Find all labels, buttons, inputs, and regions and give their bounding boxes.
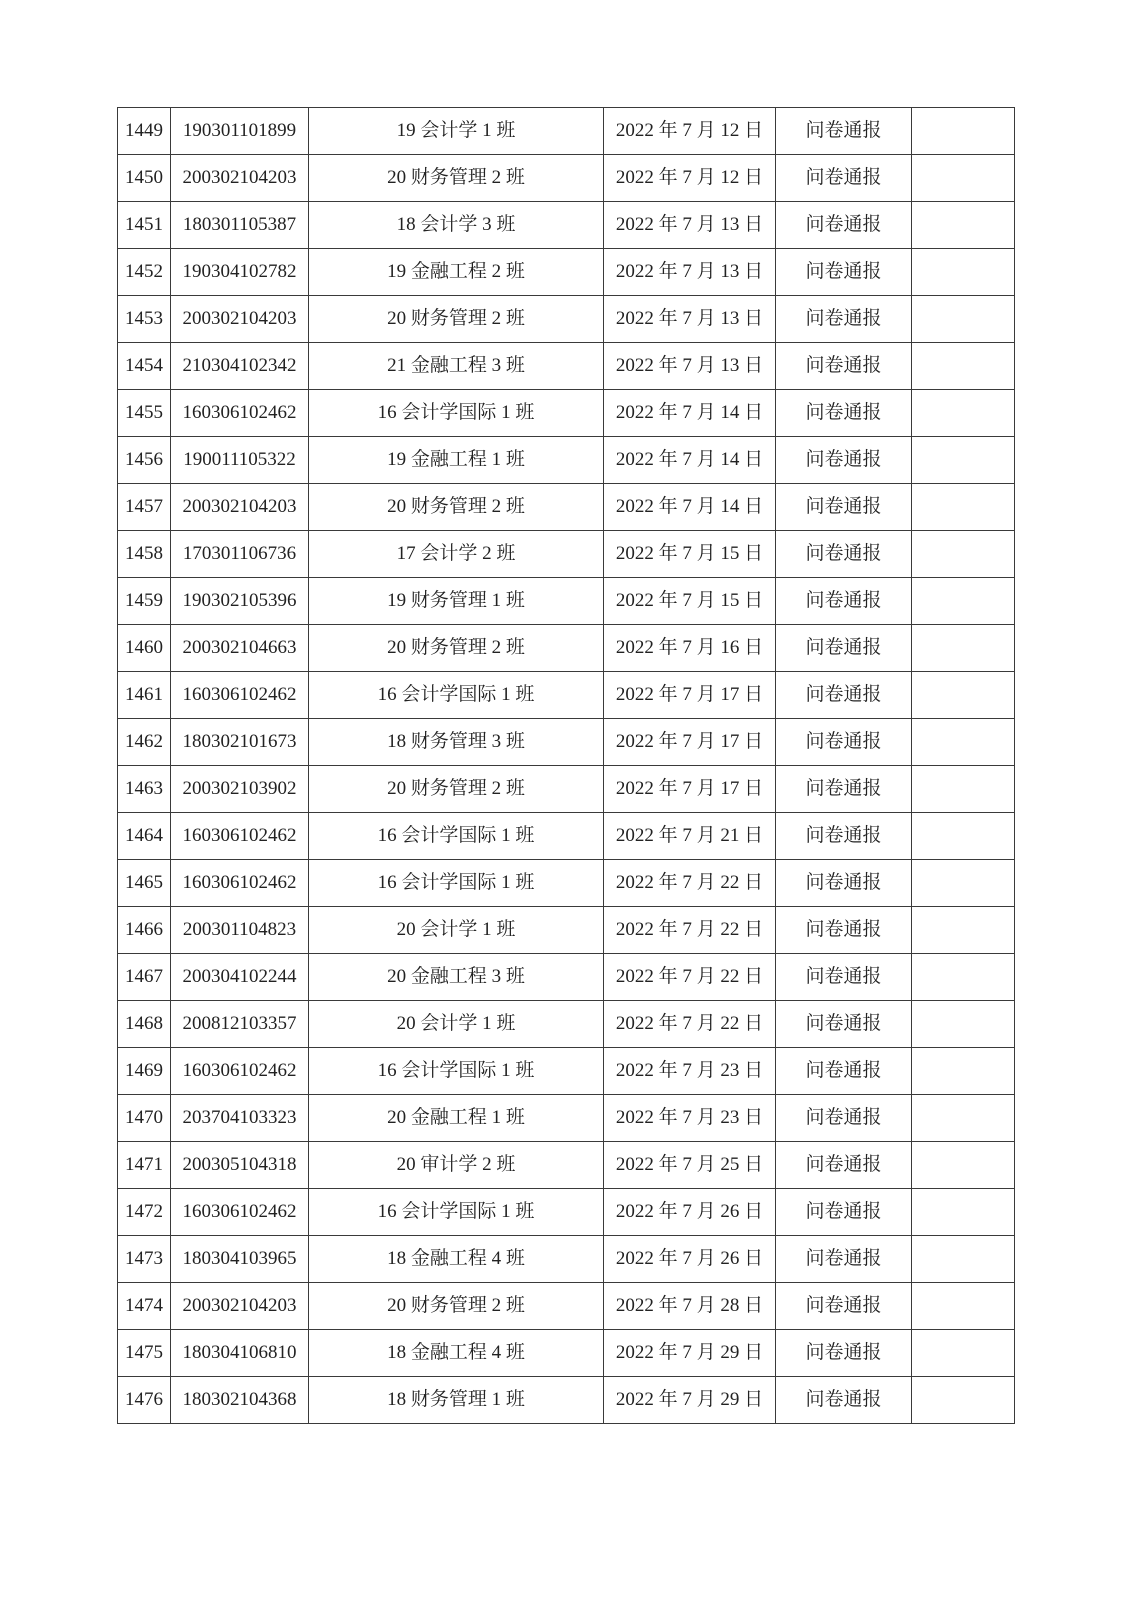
cell-student-id: 200302104663 <box>171 625 309 672</box>
cell-class-name: 20 金融工程 3 班 <box>309 954 604 1001</box>
cell-report-type: 问卷通报 <box>776 719 912 766</box>
cell-student-id: 200301104823 <box>171 907 309 954</box>
cell-student-id: 180301105387 <box>171 202 309 249</box>
table-row <box>118 1095 1015 1142</box>
cell-date: 2022 年 7 月 17 日 <box>604 672 776 719</box>
cell-note <box>912 1001 1015 1048</box>
cell-student-id: 180302101673 <box>171 719 309 766</box>
cell-row-number: 1454 <box>118 343 171 390</box>
cell-student-id: 160306102462 <box>171 860 309 907</box>
cell-date: 2022 年 7 月 21 日 <box>604 813 776 860</box>
cell-date: 2022 年 7 月 23 日 <box>604 1048 776 1095</box>
cell-report-type: 问卷通报 <box>776 813 912 860</box>
cell-row-number: 1467 <box>118 954 171 1001</box>
cell-row-number: 1466 <box>118 907 171 954</box>
cell-report-type: 问卷通报 <box>776 1236 912 1283</box>
cell-report-type: 问卷通报 <box>776 437 912 484</box>
cell-row-number: 1459 <box>118 578 171 625</box>
cell-student-id: 200302104203 <box>171 1283 309 1330</box>
cell-report-type: 问卷通报 <box>776 766 912 813</box>
cell-row-number: 1474 <box>118 1283 171 1330</box>
cell-report-type: 问卷通报 <box>776 1377 912 1424</box>
cell-report-type: 问卷通报 <box>776 1283 912 1330</box>
table-row <box>118 108 1015 155</box>
cell-class-name: 20 财务管理 2 班 <box>309 625 604 672</box>
cell-date: 2022 年 7 月 12 日 <box>604 108 776 155</box>
cell-student-id: 160306102462 <box>171 672 309 719</box>
cell-row-number: 1469 <box>118 1048 171 1095</box>
cell-report-type: 问卷通报 <box>776 249 912 296</box>
cell-note <box>912 766 1015 813</box>
cell-student-id: 160306102462 <box>171 390 309 437</box>
cell-class-name: 18 金融工程 4 班 <box>309 1236 604 1283</box>
cell-report-type: 问卷通报 <box>776 625 912 672</box>
cell-class-name: 20 审计学 2 班 <box>309 1142 604 1189</box>
cell-date: 2022 年 7 月 15 日 <box>604 531 776 578</box>
cell-date: 2022 年 7 月 14 日 <box>604 437 776 484</box>
cell-class-name: 16 会计学国际 1 班 <box>309 813 604 860</box>
cell-date: 2022 年 7 月 15 日 <box>604 578 776 625</box>
cell-student-id: 170301106736 <box>171 531 309 578</box>
table-row <box>118 1189 1015 1236</box>
cell-student-id: 200302104203 <box>171 484 309 531</box>
table-row <box>118 954 1015 1001</box>
cell-report-type: 问卷通报 <box>776 1001 912 1048</box>
cell-note <box>912 719 1015 766</box>
cell-student-id: 190304102782 <box>171 249 309 296</box>
cell-note <box>912 531 1015 578</box>
cell-date: 2022 年 7 月 26 日 <box>604 1189 776 1236</box>
cell-note <box>912 343 1015 390</box>
cell-date: 2022 年 7 月 14 日 <box>604 484 776 531</box>
cell-row-number: 1455 <box>118 390 171 437</box>
cell-class-name: 17 会计学 2 班 <box>309 531 604 578</box>
cell-student-id: 203704103323 <box>171 1095 309 1142</box>
cell-class-name: 19 会计学 1 班 <box>309 108 604 155</box>
table-row <box>118 155 1015 202</box>
cell-note <box>912 1377 1015 1424</box>
cell-row-number: 1476 <box>118 1377 171 1424</box>
cell-report-type: 问卷通报 <box>776 672 912 719</box>
cell-report-type: 问卷通报 <box>776 202 912 249</box>
cell-note <box>912 1283 1015 1330</box>
cell-class-name: 20 金融工程 1 班 <box>309 1095 604 1142</box>
cell-class-name: 19 金融工程 2 班 <box>309 249 604 296</box>
cell-class-name: 16 会计学国际 1 班 <box>309 1189 604 1236</box>
cell-report-type: 问卷通报 <box>776 860 912 907</box>
cell-class-name: 19 金融工程 1 班 <box>309 437 604 484</box>
cell-report-type: 问卷通报 <box>776 390 912 437</box>
cell-note <box>912 1236 1015 1283</box>
cell-row-number: 1449 <box>118 108 171 155</box>
cell-note <box>912 437 1015 484</box>
records-table-body <box>118 108 1015 1424</box>
cell-class-name: 20 财务管理 2 班 <box>309 296 604 343</box>
cell-report-type: 问卷通报 <box>776 578 912 625</box>
cell-class-name: 18 金融工程 4 班 <box>309 1330 604 1377</box>
cell-note <box>912 1095 1015 1142</box>
cell-report-type: 问卷通报 <box>776 108 912 155</box>
cell-note <box>912 1142 1015 1189</box>
cell-student-id: 200302104203 <box>171 155 309 202</box>
cell-date: 2022 年 7 月 13 日 <box>604 343 776 390</box>
cell-report-type: 问卷通报 <box>776 907 912 954</box>
cell-note <box>912 672 1015 719</box>
cell-date: 2022 年 7 月 22 日 <box>604 907 776 954</box>
cell-date: 2022 年 7 月 22 日 <box>604 860 776 907</box>
cell-report-type: 问卷通报 <box>776 1330 912 1377</box>
cell-date: 2022 年 7 月 13 日 <box>604 296 776 343</box>
cell-date: 2022 年 7 月 12 日 <box>604 155 776 202</box>
cell-report-type: 问卷通报 <box>776 1142 912 1189</box>
cell-note <box>912 202 1015 249</box>
cell-note <box>912 1048 1015 1095</box>
cell-note <box>912 578 1015 625</box>
table-row <box>118 578 1015 625</box>
cell-report-type: 问卷通报 <box>776 296 912 343</box>
cell-class-name: 21 金融工程 3 班 <box>309 343 604 390</box>
cell-class-name: 16 会计学国际 1 班 <box>309 672 604 719</box>
table-row <box>118 907 1015 954</box>
table-row <box>118 484 1015 531</box>
cell-row-number: 1453 <box>118 296 171 343</box>
cell-class-name: 20 财务管理 2 班 <box>309 1283 604 1330</box>
cell-class-name: 16 会计学国际 1 班 <box>309 390 604 437</box>
cell-note <box>912 390 1015 437</box>
cell-student-id: 210304102342 <box>171 343 309 390</box>
table-row <box>118 766 1015 813</box>
cell-report-type: 问卷通报 <box>776 343 912 390</box>
cell-class-name: 16 会计学国际 1 班 <box>309 860 604 907</box>
cell-row-number: 1471 <box>118 1142 171 1189</box>
cell-row-number: 1456 <box>118 437 171 484</box>
table-row <box>118 296 1015 343</box>
cell-date: 2022 年 7 月 13 日 <box>604 202 776 249</box>
cell-class-name: 20 会计学 1 班 <box>309 907 604 954</box>
cell-date: 2022 年 7 月 23 日 <box>604 1095 776 1142</box>
cell-class-name: 20 会计学 1 班 <box>309 1001 604 1048</box>
table-row <box>118 860 1015 907</box>
table-row <box>118 1283 1015 1330</box>
table-row <box>118 672 1015 719</box>
table-row <box>118 390 1015 437</box>
table-row <box>118 625 1015 672</box>
table-row <box>118 1236 1015 1283</box>
table-row <box>118 1142 1015 1189</box>
cell-student-id: 200302103902 <box>171 766 309 813</box>
cell-class-name: 16 会计学国际 1 班 <box>309 1048 604 1095</box>
table-row <box>118 1330 1015 1377</box>
cell-date: 2022 年 7 月 25 日 <box>604 1142 776 1189</box>
table-row <box>118 202 1015 249</box>
table-row <box>118 1377 1015 1424</box>
cell-row-number: 1473 <box>118 1236 171 1283</box>
table-row <box>118 1048 1015 1095</box>
cell-student-id: 200304102244 <box>171 954 309 1001</box>
cell-note <box>912 108 1015 155</box>
cell-report-type: 问卷通报 <box>776 155 912 202</box>
cell-student-id: 160306102462 <box>171 1048 309 1095</box>
cell-class-name: 19 财务管理 1 班 <box>309 578 604 625</box>
cell-class-name: 20 财务管理 2 班 <box>309 484 604 531</box>
cell-date: 2022 年 7 月 22 日 <box>604 1001 776 1048</box>
cell-note <box>912 954 1015 1001</box>
cell-row-number: 1458 <box>118 531 171 578</box>
cell-date: 2022 年 7 月 29 日 <box>604 1330 776 1377</box>
cell-row-number: 1460 <box>118 625 171 672</box>
cell-date: 2022 年 7 月 13 日 <box>604 249 776 296</box>
cell-row-number: 1462 <box>118 719 171 766</box>
cell-class-name: 18 财务管理 1 班 <box>309 1377 604 1424</box>
cell-row-number: 1451 <box>118 202 171 249</box>
cell-note <box>912 155 1015 202</box>
cell-class-name: 20 财务管理 2 班 <box>309 766 604 813</box>
cell-row-number: 1470 <box>118 1095 171 1142</box>
cell-note <box>912 1330 1015 1377</box>
cell-date: 2022 年 7 月 17 日 <box>604 719 776 766</box>
cell-note <box>912 625 1015 672</box>
cell-student-id: 200305104318 <box>171 1142 309 1189</box>
cell-report-type: 问卷通报 <box>776 1189 912 1236</box>
cell-report-type: 问卷通报 <box>776 954 912 1001</box>
table-row <box>118 437 1015 484</box>
cell-student-id: 160306102462 <box>171 1189 309 1236</box>
cell-note <box>912 860 1015 907</box>
cell-row-number: 1465 <box>118 860 171 907</box>
cell-student-id: 200812103357 <box>171 1001 309 1048</box>
records-table <box>117 107 1015 1424</box>
cell-date: 2022 年 7 月 17 日 <box>604 766 776 813</box>
cell-row-number: 1450 <box>118 155 171 202</box>
cell-note <box>912 484 1015 531</box>
cell-note <box>912 296 1015 343</box>
cell-row-number: 1452 <box>118 249 171 296</box>
cell-student-id: 180304106810 <box>171 1330 309 1377</box>
cell-student-id: 190301101899 <box>171 108 309 155</box>
cell-note <box>912 249 1015 296</box>
cell-row-number: 1457 <box>118 484 171 531</box>
cell-report-type: 问卷通报 <box>776 531 912 578</box>
cell-row-number: 1472 <box>118 1189 171 1236</box>
cell-report-type: 问卷通报 <box>776 1095 912 1142</box>
cell-date: 2022 年 7 月 29 日 <box>604 1377 776 1424</box>
table-row <box>118 343 1015 390</box>
cell-row-number: 1468 <box>118 1001 171 1048</box>
cell-row-number: 1461 <box>118 672 171 719</box>
cell-row-number: 1475 <box>118 1330 171 1377</box>
cell-student-id: 190302105396 <box>171 578 309 625</box>
cell-date: 2022 年 7 月 26 日 <box>604 1236 776 1283</box>
cell-date: 2022 年 7 月 14 日 <box>604 390 776 437</box>
cell-student-id: 190011105322 <box>171 437 309 484</box>
table-row <box>118 719 1015 766</box>
cell-report-type: 问卷通报 <box>776 484 912 531</box>
table-row <box>118 531 1015 578</box>
cell-note <box>912 907 1015 954</box>
cell-note <box>912 1189 1015 1236</box>
cell-row-number: 1463 <box>118 766 171 813</box>
cell-class-name: 18 财务管理 3 班 <box>309 719 604 766</box>
table-row <box>118 1001 1015 1048</box>
cell-student-id: 180302104368 <box>171 1377 309 1424</box>
cell-date: 2022 年 7 月 22 日 <box>604 954 776 1001</box>
cell-student-id: 200302104203 <box>171 296 309 343</box>
cell-class-name: 18 会计学 3 班 <box>309 202 604 249</box>
cell-class-name: 20 财务管理 2 班 <box>309 155 604 202</box>
cell-student-id: 180304103965 <box>171 1236 309 1283</box>
cell-date: 2022 年 7 月 16 日 <box>604 625 776 672</box>
cell-student-id: 160306102462 <box>171 813 309 860</box>
cell-row-number: 1464 <box>118 813 171 860</box>
cell-report-type: 问卷通报 <box>776 1048 912 1095</box>
table-row <box>118 813 1015 860</box>
table-row <box>118 249 1015 296</box>
cell-note <box>912 813 1015 860</box>
cell-date: 2022 年 7 月 28 日 <box>604 1283 776 1330</box>
